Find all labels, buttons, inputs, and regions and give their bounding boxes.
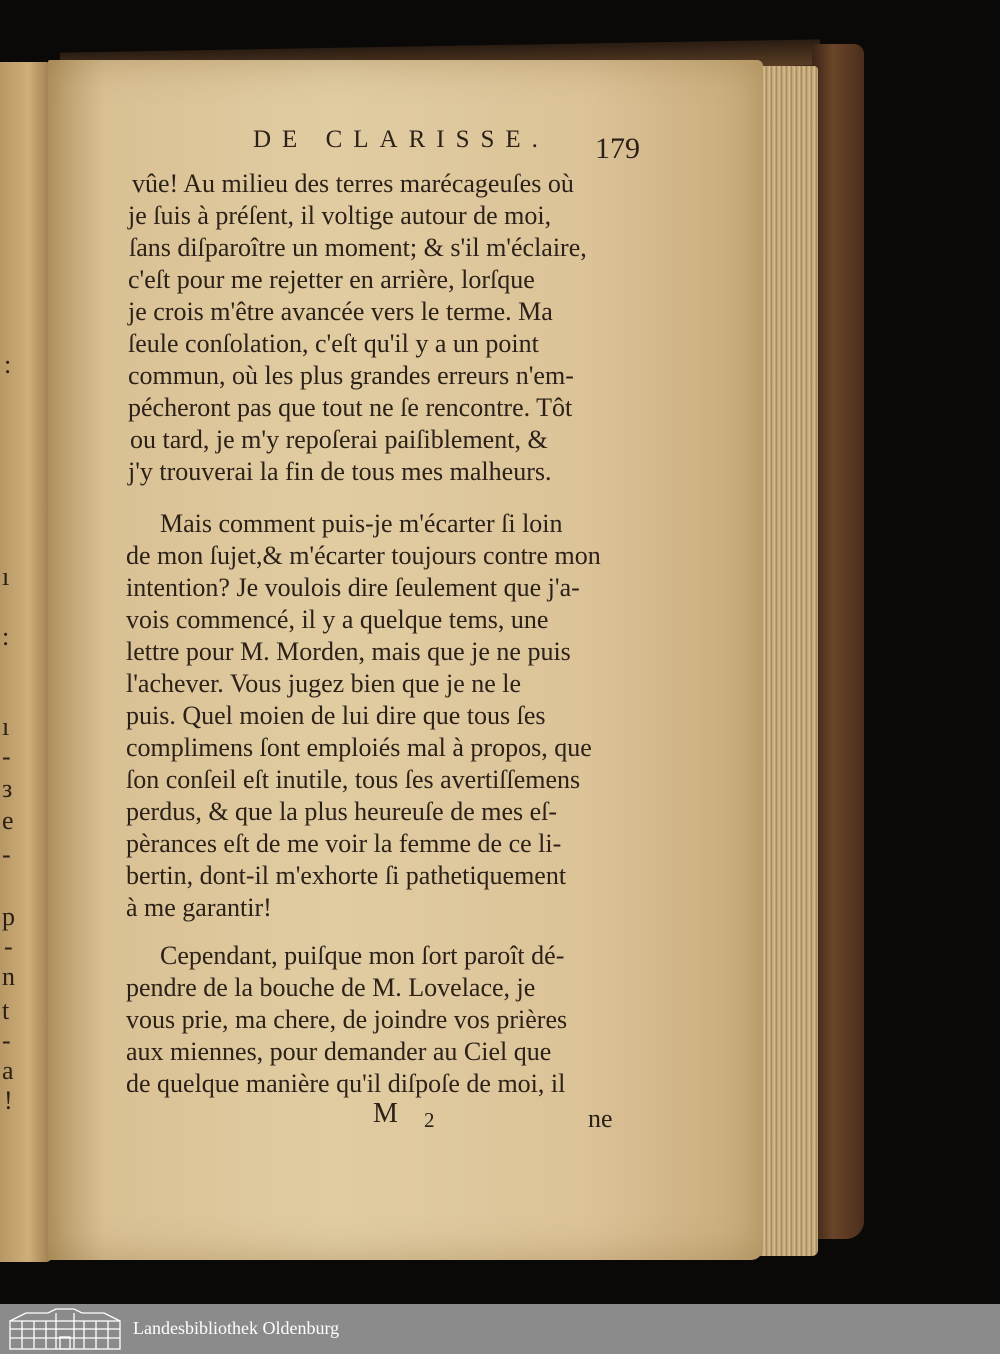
left-page-char: з [2, 774, 13, 803]
text-line: ou tard, je m'y repoſerai paiſiblement, & [130, 425, 548, 454]
text-line: complimens ſont emploiés mal à propos, que [126, 733, 592, 762]
text-line: pécheront pas que tout ne ſe rencontre. Tôt [128, 393, 573, 422]
text-line: intention? Je voulois dire ſeulement que j'a- [126, 573, 580, 602]
page-number: 179 [595, 132, 640, 165]
text-line: je ſuis à préſent, il voltige autour de moi, [128, 201, 552, 230]
left-page-char: p [2, 902, 15, 931]
left-page-char: - [4, 932, 13, 961]
text-line: de quelque manière qu'il diſpoſe de moi, il [126, 1069, 566, 1098]
book-cover-edge [812, 44, 864, 1239]
text-line: pendre de la bouche de M. Lovelace, je [126, 973, 536, 1002]
footer-bar [0, 1304, 1000, 1354]
text-line: pèrances eſt de me voir la femme de ce li- [126, 829, 562, 858]
catchword: ne [588, 1104, 613, 1133]
text-line: puis. Quel moien de lui dire que tous ſes [126, 701, 546, 730]
text-line: de mon ſujet,& m'écarter toujours contre mon [126, 541, 601, 570]
left-page-char: - [2, 1026, 11, 1055]
text-line: vois commencé, il y a quelque tems, une [126, 605, 549, 634]
text-line: je crois m'être avancée vers le terme. Ma [128, 297, 553, 326]
signature-mark: M [373, 1098, 398, 1129]
text-line: lettre pour M. Morden, mais que je ne puis [126, 637, 571, 666]
left-page-char: e [2, 806, 14, 835]
text-line: c'eſt pour me rejetter en arrière, lorſque [128, 265, 535, 294]
left-page-char: - [2, 742, 11, 771]
left-page-char: t [2, 996, 10, 1025]
text-line: commun, où les plus grandes erreurs n'em- [128, 361, 574, 390]
text-line: vous prie, ma chere, de joindre vos prières [126, 1005, 568, 1034]
running-head: DE CLARISSE. [253, 126, 549, 153]
library-building-logo [8, 1307, 122, 1351]
text-line: ſon conſeil eſt inutile, tous ſes avertiſſemens [126, 765, 581, 794]
text-line: ſeule conſolation, c'eſt qu'il y a un point [128, 329, 539, 358]
left-page-char: ! [4, 1086, 13, 1115]
signature-number: 2 [424, 1108, 435, 1132]
text-line: j'y trouverai la fin de tous mes malheurs. [128, 457, 552, 486]
left-page-char: - [2, 840, 11, 869]
text-line: bertin, dont-il m'exhorte ſi pathetiquement [126, 861, 567, 890]
text-line: à me garantir! [126, 893, 272, 922]
left-page-char: : [4, 350, 12, 379]
left-page-char: a [2, 1056, 14, 1085]
text-line: aux miennes, pour demander au Ciel que [126, 1037, 552, 1066]
text-line: Cependant, puiſque mon ſort paroît dé- [160, 941, 565, 970]
left-page-char: : [2, 622, 10, 651]
left-page-char: ı [2, 562, 10, 591]
text-line: perdus, & que la plus heureuſe de mes eſ- [126, 797, 558, 826]
text-line: l'achever. Vous jugez bien que je ne le [126, 669, 522, 698]
text-line: ſans diſparoître un moment; & s'il m'éclaire, [129, 233, 587, 262]
left-page-char: ı [2, 712, 10, 741]
text-line: Mais comment puis-je m'écarter ſi loin [160, 509, 563, 538]
text-line: vûe! Au milieu des terres marécageuſes où [132, 169, 574, 198]
left-page-char: n [2, 962, 15, 991]
library-name: Landesbibliothek Oldenburg [133, 1318, 340, 1338]
left-page-fragment [0, 62, 52, 1262]
